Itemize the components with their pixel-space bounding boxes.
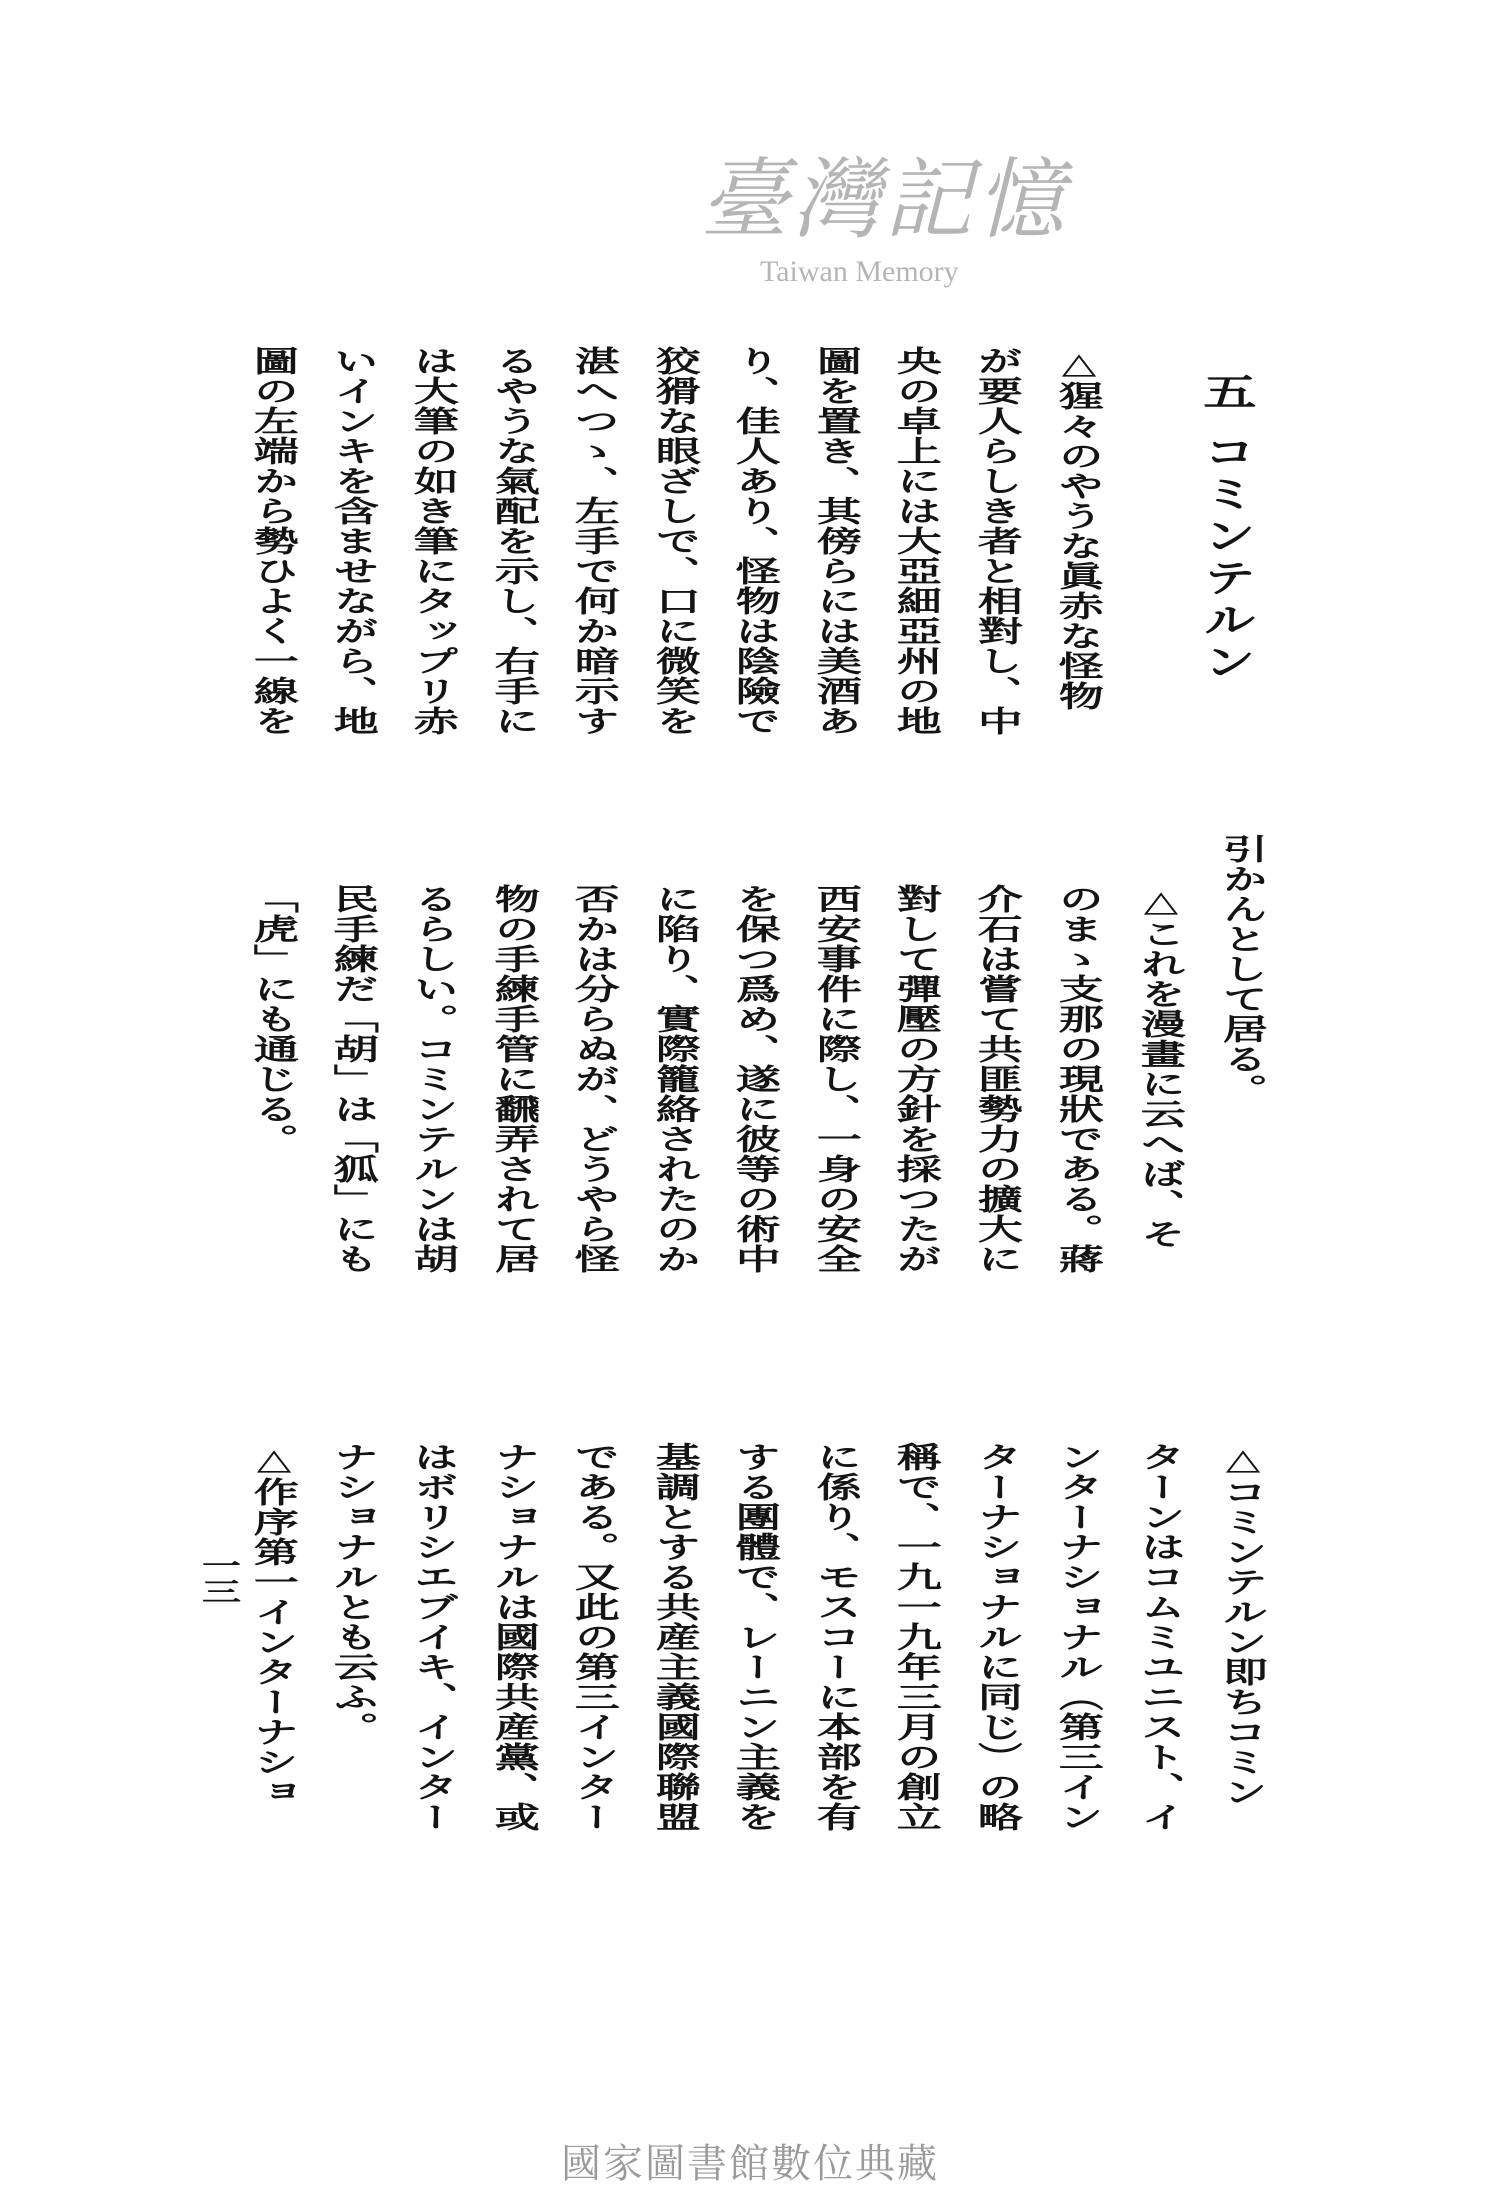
text-column: ターナショナルに同じ）の略	[971, 1442, 1025, 1832]
text-column: である。又此の第三インター	[568, 1442, 622, 1832]
text-column: △これを漫畫に云へば、そ	[1134, 884, 1188, 1249]
text-column: 基調とする共産主義國際聯盟	[649, 1442, 703, 1832]
text-column: ターンはコムミユニスト、イ	[1134, 1442, 1188, 1832]
text-column: 狡猾な眼ざしで、口に微笑を	[649, 346, 703, 736]
text-column: に係り、モスコーに本部を有	[810, 1442, 864, 1832]
section-title	[1194, 372, 1258, 684]
text-column: する團體で、レーニン主義を	[729, 1442, 783, 1832]
text-column: 央の卓上には大亞細亞州の地	[890, 346, 944, 736]
text-column: △作序第一インターナショ	[247, 1442, 301, 1807]
text-column: 介石は嘗て共匪勢力の擴大に	[971, 884, 1025, 1274]
text-column: り、佳人あり、怪物は陰險で	[729, 346, 783, 736]
text-column: のまゝ支那の現狀である。蔣	[1052, 884, 1106, 1274]
section-number: 五	[1194, 372, 1258, 414]
text-column: が要人らしき者と相對し、中	[971, 346, 1025, 736]
text-column: いインキを含ませながら、地	[327, 346, 381, 736]
footer-credit: 國家圖書館數位典藏	[561, 2141, 939, 2187]
text-column: 民手練だ「胡」は「狐」にも	[327, 884, 381, 1274]
text-column: ナショナルは國際共産黨、或	[488, 1442, 542, 1832]
page-number: 一三	[195, 1552, 241, 1604]
text-column: るらしい。コミンテルンは胡	[407, 884, 461, 1274]
text-column: ンターナショナル（第三イン	[1052, 1442, 1106, 1832]
text-column: を保つ爲め、遂に彼等の術中	[729, 884, 783, 1274]
section-title-text: コミンテルン	[1194, 432, 1258, 684]
text-column: 「虎」にも通じる。	[247, 884, 301, 1154]
text-column: ナショナルとも云ふ。	[327, 1442, 381, 1742]
text-column: 湛へつゝ、左手で何か暗示す	[568, 346, 622, 736]
text-column: 否かは分らぬが、どうやら怪	[568, 884, 622, 1274]
text-column: 西安事件に際し、一身の安全	[810, 884, 864, 1274]
text-column: に陷り、實際籠絡されたのか	[649, 884, 703, 1274]
watermark-chinese: 臺灣記憶	[700, 148, 1069, 251]
watermark	[700, 150, 1200, 290]
text-column: るやうな氣配を示し、右手に	[488, 346, 542, 736]
text-column: △猩々のやうな眞赤な怪物	[1052, 346, 1106, 711]
watermark-english: Taiwan Memory	[760, 255, 959, 288]
text-column: 對して彈壓の方針を採つたが	[890, 884, 944, 1274]
text-column: 物の手練手管に飜弄されて居	[488, 884, 542, 1274]
text-column: は大筆の如き筆にタップリ赤	[407, 346, 461, 736]
text-column: 圖の左端から勢ひよく一線を	[247, 346, 301, 736]
text-column: 稱で、一九一九年三月の創立	[890, 1442, 944, 1832]
text-column: 圖を置き、其傍らには美酒あ	[810, 346, 864, 736]
text-column: △コミンテルン即ちコミン	[1216, 1442, 1270, 1807]
text-column: はボリシエブイキ、インター	[407, 1442, 461, 1832]
text-column: 引かんとして居る。	[1216, 834, 1270, 1104]
